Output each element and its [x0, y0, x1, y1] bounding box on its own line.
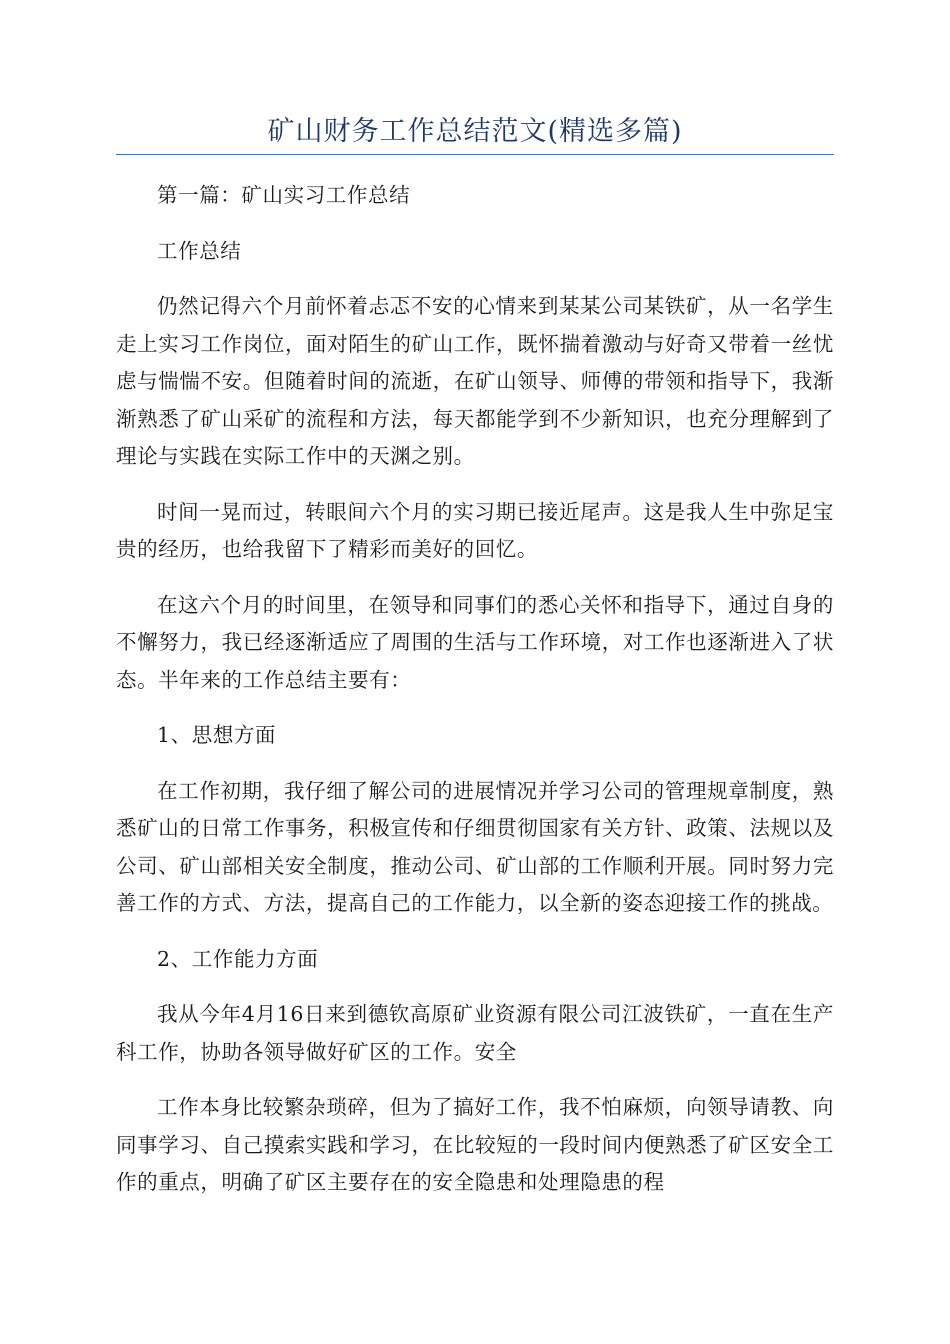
section-heading-part-one: 第一篇：矿山实习工作总结 [157, 183, 411, 207]
paragraph-work-ability: 我从今年4月16日来到德钦高原矿业资源有限公司江波铁矿，一直在生产科工作，协助各领导做好矿区的工作。安全 [116, 1002, 834, 1064]
subheading-thinking: 1、思想方面 [157, 723, 277, 747]
document-title: 矿山财务工作总结范文(精选多篇) [267, 116, 683, 147]
subheading-work-summary: 工作总结 [157, 238, 242, 263]
paragraph-time-passed: 时间一晃而过，转眼间六个月的实习期已接近尾声。这是我人生中弥足宝贵的经历，也给我留下了精彩而美好的回忆。 [116, 499, 834, 561]
subheading-work-ability: 2、工作能力方面 [157, 946, 319, 971]
paragraph-thinking: 在工作初期，我仔细了解公司的进展情况并学习公司的管理规章制度，熟悉矿山的日常工作事务，积极宣传和仔细贯彻国家有关方针、政策、法规以及公司、矿山部相关安全制度，推动公司、矿山部的工作顺利开展。同时努力完善工作的方式、方法，提高自己的工作能力，以全新的姿态迎接工作的挑战。 [116, 778, 834, 915]
title-underline [116, 154, 834, 155]
paragraph-safety-work: 工作本身比较繁杂琐碎，但为了搞好工作，我不怕麻烦，向领导请教、向同事学习、自己摸索实践和学习，在比较短的一段时间内便熟悉了矿区安全工作的重点，明确了矿区主要存在的安全隐患和处理隐患的程 [116, 1095, 834, 1194]
paragraph-six-months: 在这六个月的时间里，在领导和同事们的悉心关怀和指导下，通过自身的不懈努力，我已经逐渐适应了周围的生活与工作环境，对工作也逐渐进入了状态。半年来的工作总结主要有： [116, 592, 834, 692]
document-page [116, 112, 834, 1220]
paragraph-intro: 仍然记得六个月前怀着忐忑不安的心情来到某某公司某铁矿，从一名学生走上实习工作岗位，面对陌生的矿山工作，既怀揣着激动与好奇又带着一丝忧虑与惴惴不安。但随着时间的流逝，在矿山领导、师傅的带领和指导下，我渐渐熟悉了矿山采矿的流程和方法，每天都能学到不少新知识，也充分理解到了理论与实践在实际工作中的天渊之别。 [116, 294, 834, 468]
